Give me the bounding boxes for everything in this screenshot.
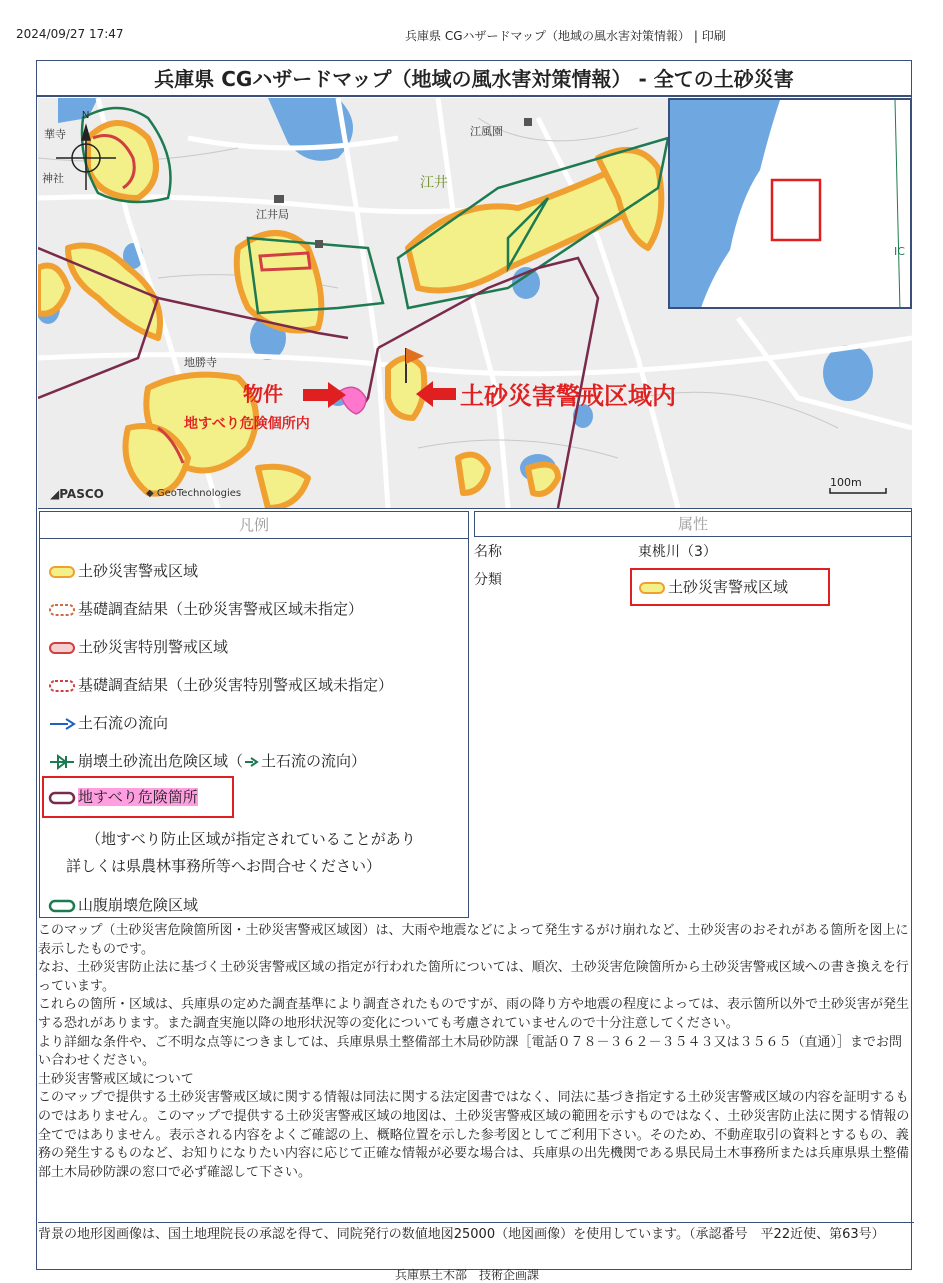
attr-class-label: 分類 — [474, 572, 502, 588]
scale-label: 100m — [830, 476, 862, 489]
map-title: 兵庫県 CGハザードマップ（地域の風水害対策情報） - 全ての土砂災害 — [37, 61, 911, 97]
attr-class-value-box — [630, 568, 830, 606]
legend-label: 山腹崩壊危険区域 — [78, 896, 199, 914]
legend-label: 基礎調査結果（土砂災害特別警戒区域未指定） — [78, 676, 394, 694]
legend-label: 土砂災害特別警戒区域 — [78, 638, 229, 656]
brand-geotech: ◆ GeoTechnologies — [146, 488, 242, 499]
property-annotation: 物件 — [243, 382, 283, 406]
ic-label: IC — [894, 245, 905, 258]
desc-paragraph: このマップ（土砂災害危険箇所図・土砂災害警戒区域図）は、大雨や地震などによって発生するがけ崩れなど、土砂災害のおそれがある箇所を図上に表示したものです。 — [38, 923, 909, 957]
jinja-label: 神社 — [42, 172, 64, 185]
legend-label: 崩壊土砂流出危険区域（ — [78, 752, 244, 770]
warning-zone-swatch-icon — [48, 565, 76, 579]
attributes-heading: 属性 — [474, 511, 912, 537]
legend-label: 土石流の流向 — [78, 714, 169, 732]
legend-label: 土石流の流向） — [261, 752, 367, 770]
legend-panel — [39, 511, 469, 918]
print-datetime: 2024/09/27 17:47 — [16, 27, 124, 41]
small-debris-arrow-icon — [243, 756, 259, 768]
desc-paragraph: このマップで提供する土砂災害警戒区域に関する情報は同法に関する法定図書ではなく、同法に基づき指定する土砂災害警戒区域の内容を証明するものではありません。このマップで提供する土砂災害警戒区域の地図は、土砂災害警戒区域の範囲を示すものではなく、土砂災害防止法に関する情報の全てではありません。表示される内容をよくご確認の上、概略位置を示した参考図としてご利用下さい。そのため、不動産取引の資料とするもの、義務の発生するものなど、お知りになりたい内容に応じて正確な情報が必要な場合は、兵庫県の出先機関である県民局土木事務所または兵庫県県土整備部土木局砂防課の窓口で必ず確認して下さい。 — [38, 1090, 910, 1180]
brand-pasco-text: PASCO — [59, 487, 104, 501]
legend-item-landslide — [42, 776, 234, 818]
attr-name-value: 東桃川（3） — [638, 544, 717, 560]
attr-class-value: 土砂災害警戒区域 — [668, 578, 789, 596]
print-link[interactable]: | 印刷 — [693, 29, 726, 43]
pond-west — [58, 98, 98, 123]
legend-item-collapse-outflow — [48, 750, 366, 771]
legend-heading: 凡例 — [40, 512, 468, 539]
kouenen-label: 江風園 — [470, 125, 503, 138]
special-survey-swatch-icon — [48, 679, 76, 693]
special-warning-swatch-icon — [48, 641, 76, 655]
goumi-label: 江井 — [420, 175, 448, 191]
desc-paragraph: 土砂災害警戒区域について — [38, 1071, 194, 1087]
mountain-collapse-swatch-icon — [48, 899, 76, 913]
property-marker — [340, 387, 366, 414]
inset-canvas — [670, 100, 912, 309]
warning-zone-swatch-icon — [638, 581, 666, 595]
landslide-annotation: 地すべり危険個所内 — [184, 416, 310, 432]
survey-swatch-icon — [48, 603, 76, 617]
map-source-footnote: 背景の地形図画像は、国土地理院長の承認を得て、同院発行の数値地図25000（地図画像）を使用しています。（承認番号 平22近使、第63号） — [38, 1222, 914, 1245]
attr-name-label: 名称 — [474, 544, 502, 560]
header-page-title: 兵庫県 CGハザードマップ（地域の風水害対策情報） — [405, 29, 691, 43]
description-block — [38, 922, 914, 1182]
legend-item-mountain-collapse — [48, 894, 198, 915]
collapse-outflow-icon — [48, 754, 76, 770]
legend-label: 基礎調査結果（土砂災害警戒区域未指定） — [78, 600, 364, 618]
header-title — [405, 27, 726, 44]
inset-overview-map[interactable] — [668, 98, 912, 309]
debris-arrow-icon — [48, 717, 76, 731]
pond-east — [823, 345, 873, 401]
desc-paragraph: これらの箇所・区域は、兵庫県の定めた調査基準により調査されたものですが、雨の降り方や地震の程度によっては、表示箇所以外で土砂災害が発生する恐れがあります。また調査実施以降の地形状況等の変化についても考慮されていませんので十分注意してください。 — [38, 997, 910, 1031]
legend-note-line-2: 詳しくは県農林事務所等へお問合せください） — [66, 857, 382, 875]
landslide-swatch-icon — [48, 791, 76, 805]
legend-item-survey-unassigned — [48, 598, 363, 619]
desc-paragraph: より詳細な条件や、ご不明な点等につきましては、兵庫県県土整備部土木局砂防課［電話０７８－３６２－３５４３又は３５６５（直通）］までお問い合わせください。 — [38, 1034, 902, 1069]
brand-geotech-text: GeoTechnologies — [156, 488, 242, 499]
desc-paragraph: なお、土砂災害防止法に基づく土砂災害警戒区域の指定が行われた箇所については、順次、土砂災害危険箇所から土砂災害警戒区域への書き換えを行っています。 — [38, 960, 909, 994]
legend-item-debris-direction — [48, 712, 168, 733]
legend-item-warning-zone — [48, 560, 198, 581]
legend-label: 地すべり危険箇所 — [78, 788, 198, 806]
legend-item-special-warning — [48, 636, 228, 657]
page-footer: 兵庫県土木部 技術企画課 — [395, 1268, 540, 1282]
hazard-map[interactable] — [38, 98, 912, 509]
svg-text:N: N — [82, 110, 90, 121]
jizoji-label: 地勝寺 — [184, 356, 217, 369]
goumi-post-label: 江井局 — [256, 208, 289, 221]
warning-annotation: 土砂災害警戒区域内 — [460, 382, 676, 410]
legend-item-special-unassigned — [48, 674, 393, 695]
shrine-top-label: 華寺 — [44, 128, 66, 141]
legend-note-line-1: （地すべり防止区域が指定されていることがあり — [86, 830, 416, 848]
brand-pasco: ◢PASCO — [50, 487, 104, 501]
legend-label: 土砂災害警戒区域 — [78, 562, 199, 580]
